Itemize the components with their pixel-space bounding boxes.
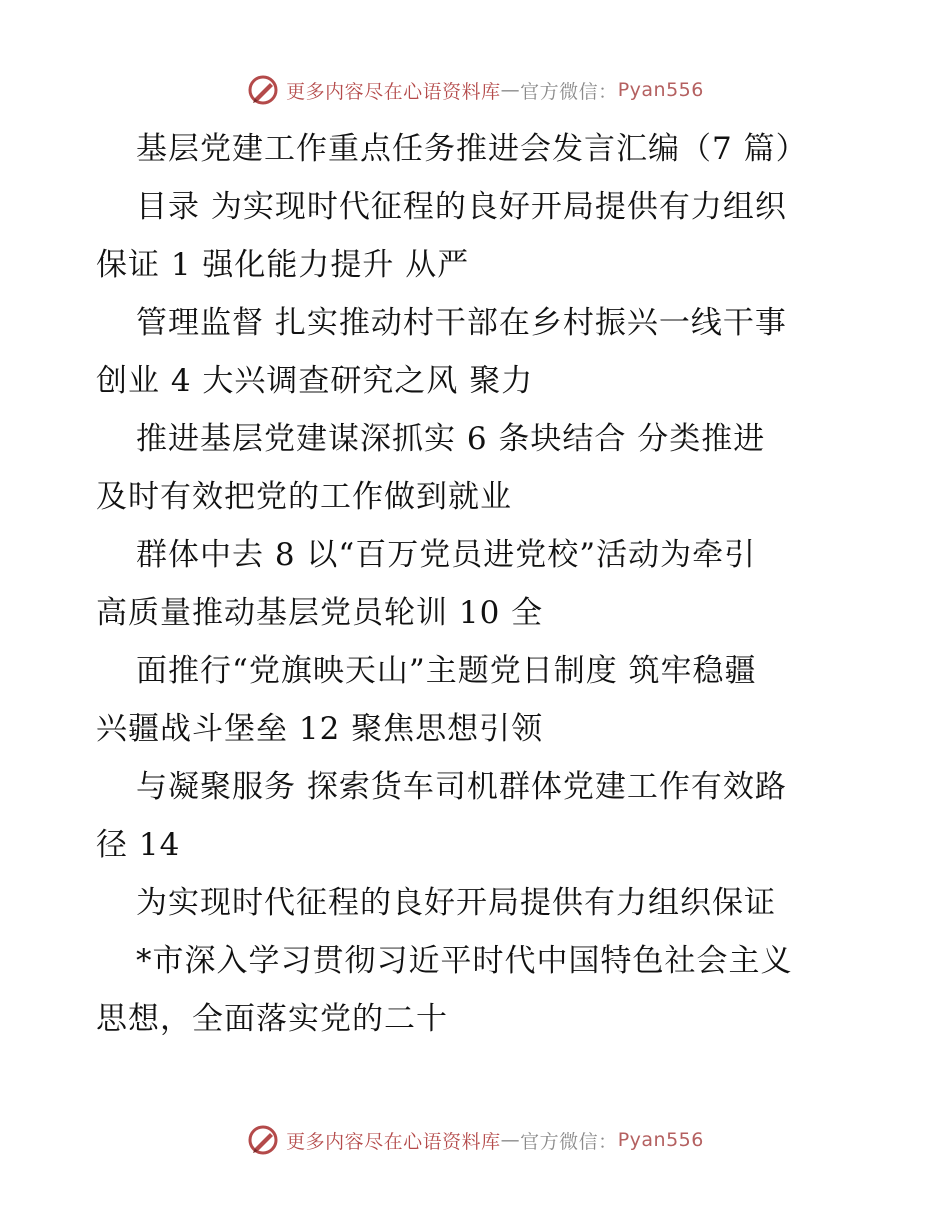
banner-wechat-id: Pyan556: [617, 1129, 704, 1151]
doc-line: 高质量推动基层党员轮训 10 全: [96, 595, 544, 631]
header-banner: [0, 70, 950, 110]
doc-line: 群体中去 8 以“百万党员进党校”活动为牵引: [136, 537, 757, 573]
banner-wechat-id: Pyan556: [617, 79, 704, 101]
document-body: [96, 120, 856, 1048]
doc-line: 径 14: [96, 827, 181, 863]
doc-line: 保证 1 强化能力提升 从严: [96, 247, 470, 283]
doc-line: 为实现时代征程的良好开局提供有力组织保证: [136, 885, 776, 921]
doc-line: 创业 4 大兴调查研究之风 聚力: [96, 363, 534, 399]
doc-line: 推进基层党建谋深抓实 6 条块结合 分类推进: [136, 421, 766, 457]
doc-line: 面推行“党旗映天山”主题党日制度 筑牢稳疆: [136, 653, 757, 689]
doc-line: 与凝聚服务 探索货车司机群体党建工作有效路: [136, 769, 787, 805]
pen-logo-icon: [246, 1123, 280, 1157]
doc-line: 兴疆战斗堡垒 12 聚焦思想引领: [96, 711, 544, 747]
banner-brand-text: 更多内容尽在心语资料库: [286, 1130, 501, 1153]
doc-line: 基层党建工作重点任务推进会发言汇编（7 篇）: [136, 131, 808, 167]
banner-dash: —: [500, 1129, 521, 1151]
banner-dash: —: [500, 79, 521, 101]
banner-official-text: 官方微信：: [520, 1130, 618, 1153]
doc-line: 思想，全面落实党的二十: [96, 1001, 448, 1037]
doc-line: 及时有效把党的工作做到就业: [96, 479, 512, 515]
doc-line: 管理监督 扎实推动村干部在乡村振兴一线干事: [136, 305, 787, 341]
doc-line: 目录 为实现时代征程的良好开局提供有力组织: [136, 189, 787, 225]
doc-line: *市深入学习贯彻习近平时代中国特色社会主义: [136, 943, 793, 979]
footer-banner: [0, 1120, 950, 1160]
banner-brand-text: 更多内容尽在心语资料库: [286, 80, 501, 103]
pen-logo-icon: [246, 73, 280, 107]
banner-official-text: 官方微信：: [520, 80, 618, 103]
